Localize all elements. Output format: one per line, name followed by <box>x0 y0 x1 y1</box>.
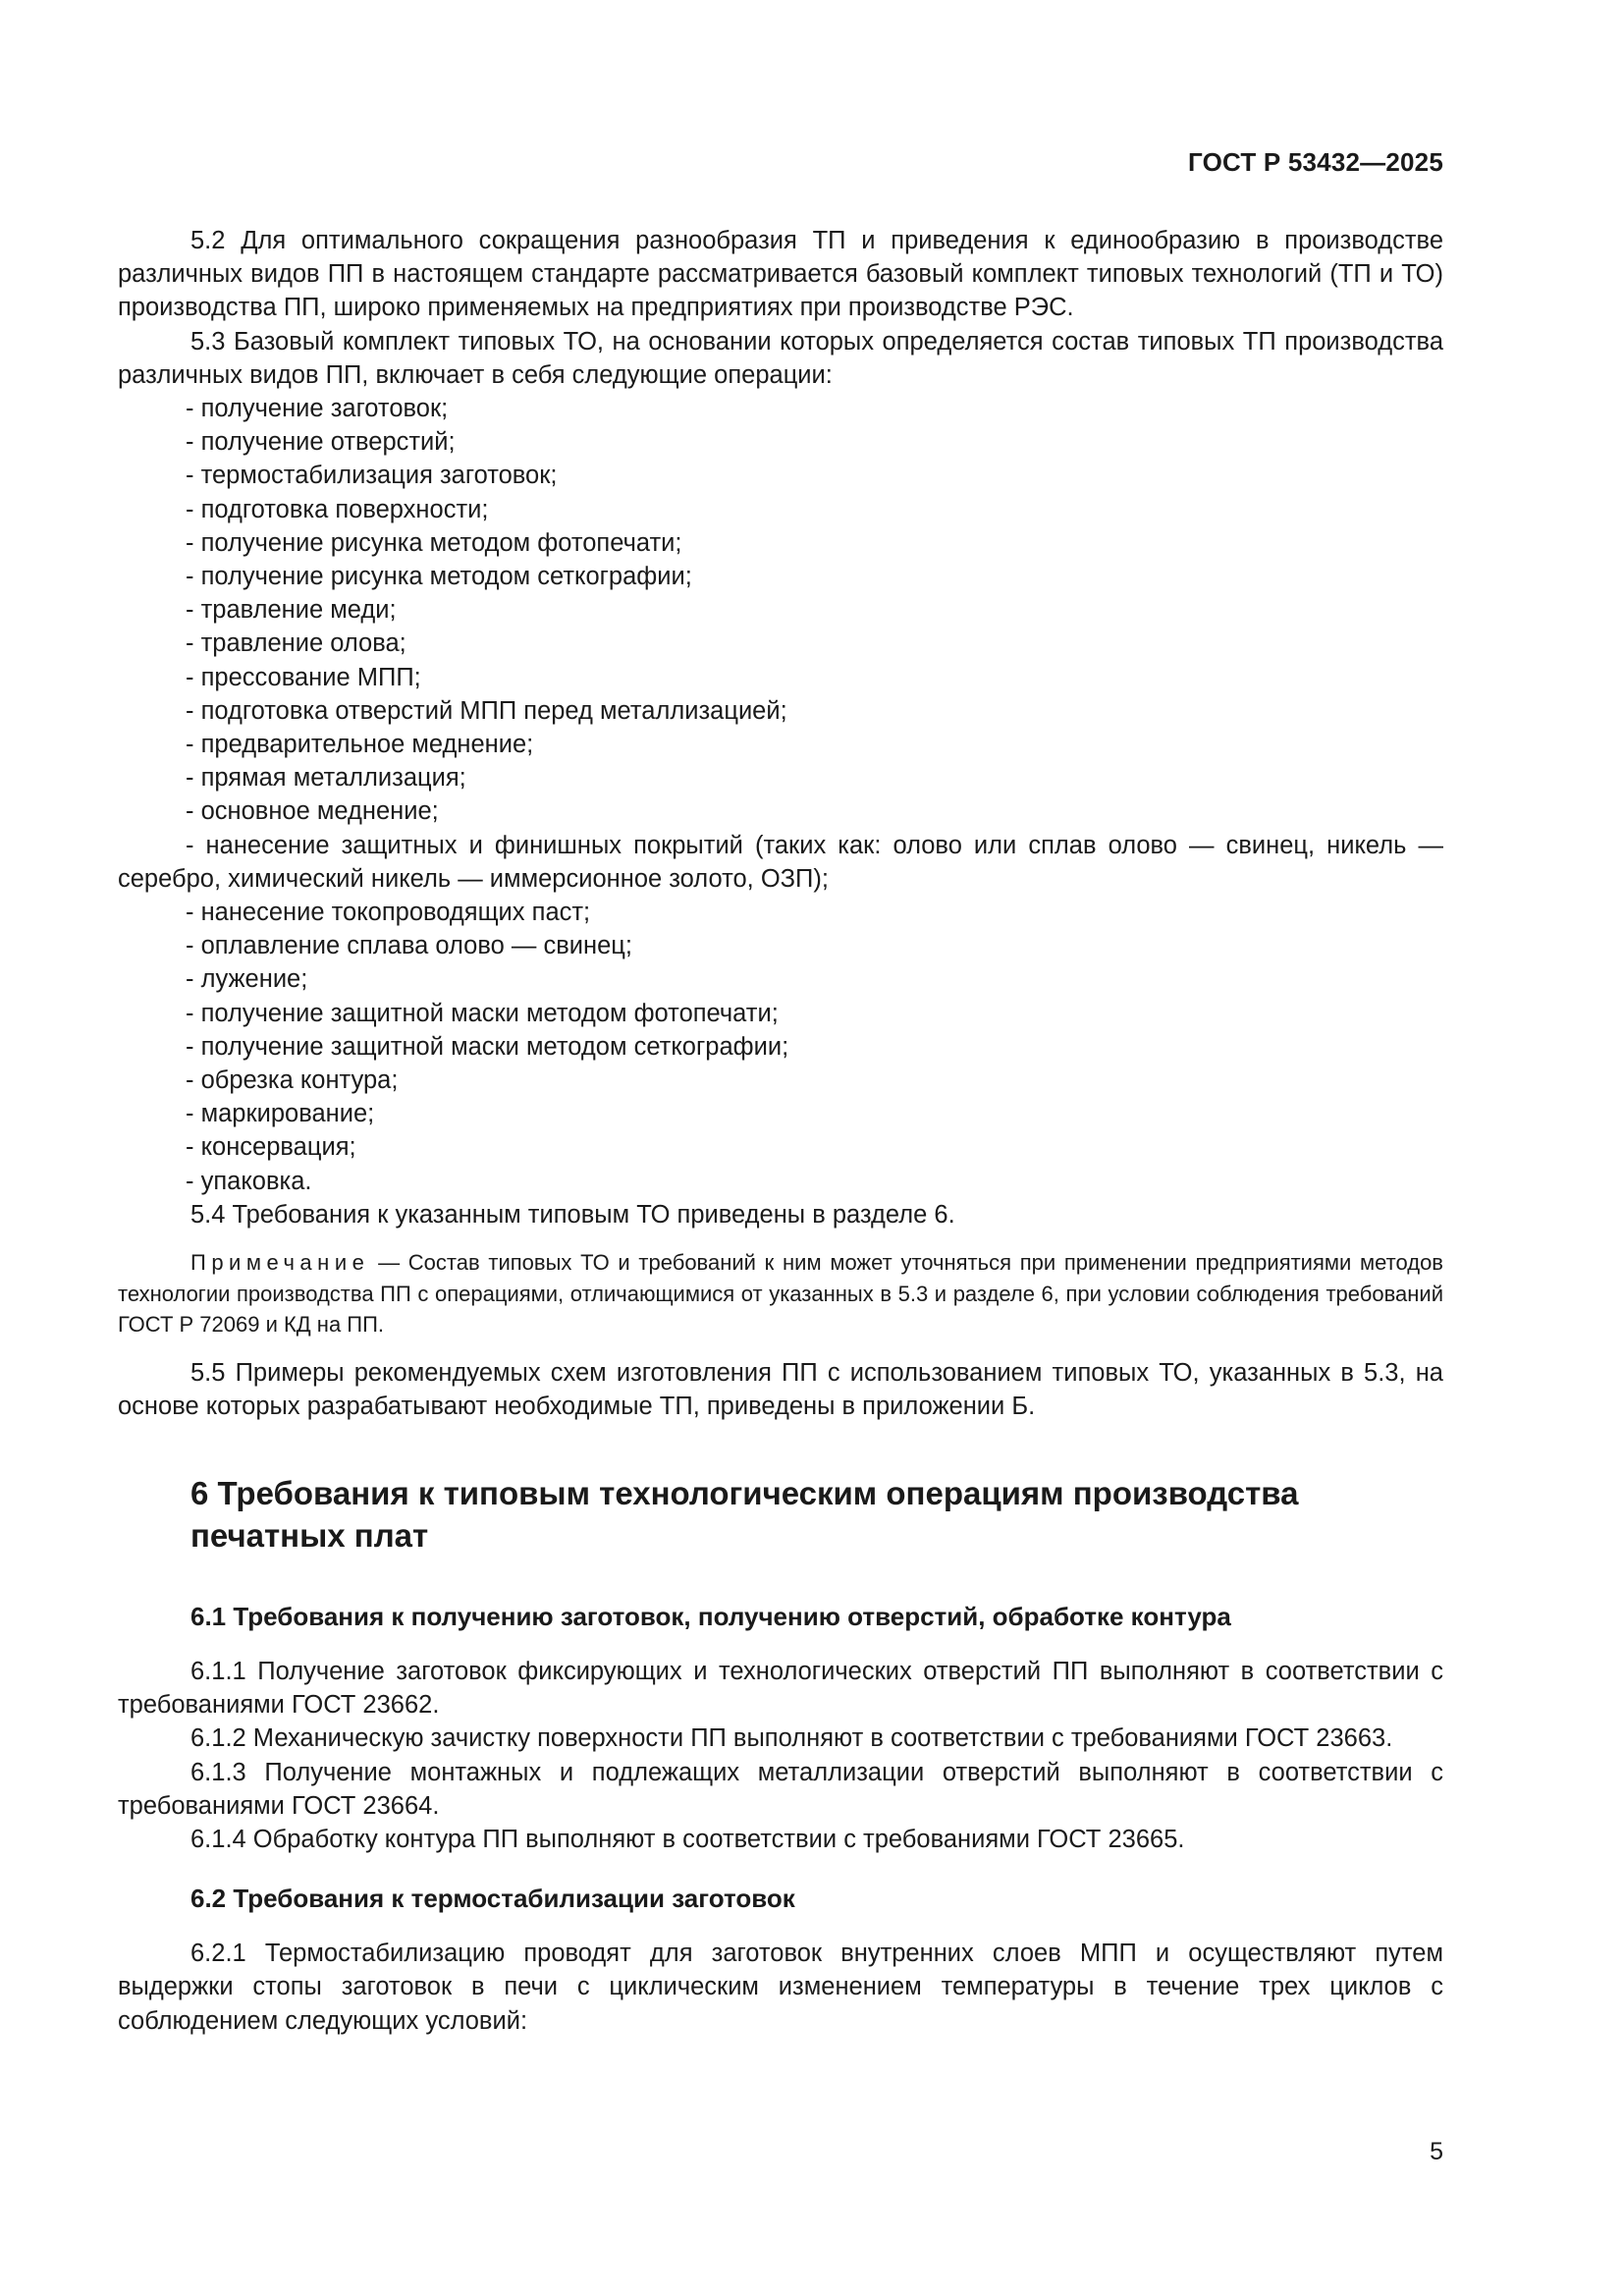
paragraph-6-2-1: 6.2.1 Термостабилизацию проводят для заготовок внутренних слоев МПП и осуществляют путем выдержки стопы заготовок в печи с циклическим изменением температуры в течение трех циклов с соблюдением следующих условий: <box>118 1940 1443 2035</box>
paragraph-6-1-2: 6.1.2 Механическую зачистку поверхности ПП выполняют в соответствии с требованиями ГОСТ 23663. <box>190 1724 1393 1753</box>
list-item: - получение заготовок; <box>186 395 449 423</box>
list-item: - упаковка. <box>186 1167 312 1195</box>
list-item: - обрезка контура; <box>186 1066 399 1095</box>
list-item: - получение рисунка методом фотопечати; <box>186 528 682 557</box>
list-item: - получение рисунка методом сеткографии; <box>186 563 692 591</box>
paragraph-5-5: 5.5 Примеры рекомендуемых схем изготовления ПП с использованием типовых ТО, указанных в 5.3, на основе которых разрабатывают необходимые ТП, приведены в приложении Б. <box>118 1358 1443 1420</box>
list-item: - лужение; <box>186 965 308 994</box>
subsection-6-2-body <box>118 1937 1443 2038</box>
list-item: - получение защитной маски методом сеткографии; <box>186 1032 789 1061</box>
subsection-6-1-heading: 6.1 Требования к получению заготовок, получению отверстий, обработке контура <box>190 1602 1231 1631</box>
paragraph-5-2: 5.2 Для оптимального сокращения разнообразия ТП и приведения к единообразию в производстве различных видов ПП в настоящем стандарте рассматривается базовый комплект типовых технологий (ТП и ТО) производства ПП, широко применяемых на предприятиях при производстве РЭС. <box>118 227 1443 322</box>
note-label: Примечание <box>190 1250 370 1276</box>
page-number: 5 <box>1430 2138 1443 2165</box>
section-6-heading-line: печатных плат <box>190 1517 429 1554</box>
paragraph-6-1-3: 6.1.3 Получение монтажных и подлежащих металлизации отверстий выполняют в соответствии с требованиями ГОСТ 23664. <box>118 1758 1443 1820</box>
list-item: - термостабилизация заготовок; <box>186 462 558 490</box>
subsection-6-2-heading: 6.2 Требования к термостабилизации заготовок <box>190 1884 795 1914</box>
list-item: - нанесение защитных и финишных покрытий (таких как: олово или сплав олово — свинец, никель — серебро, химический никель — иммерсионное золото, ОЗП); <box>118 831 1443 893</box>
section-6-heading <box>118 1472 1443 1557</box>
list-item: - получение защитной маски методом фотопечати; <box>186 999 779 1027</box>
list-item: - травление олова; <box>186 629 406 658</box>
list-item: - подготовка поверхности; <box>186 495 489 523</box>
list-item: - оплавление сплава олово — свинец; <box>186 932 632 960</box>
document-body <box>118 224 1443 2038</box>
list-item: - консервация; <box>186 1133 356 1162</box>
document-id: ГОСТ Р 53432—2025 <box>1188 147 1443 177</box>
list-item: - получение отверстий; <box>186 428 456 457</box>
paragraph-5-3: 5.3 Базовый комплект типовых ТО, на основании которых определяется состав типовых ТП производства различных видов ПП, включает в себя следующие операции: <box>118 327 1443 389</box>
list-item: - маркирование; <box>186 1100 375 1128</box>
paragraph-5-4: 5.4 Требования к указанным типовым ТО приведены в разделе 6. <box>190 1200 955 1229</box>
subsection-6-1-body <box>118 1655 1443 1856</box>
list-item: - прессование МПП; <box>186 663 421 691</box>
note-text: — Состав типовых ТО и требований к ним может уточняться при применении предприятиями методов технологии производства ПП с операциями, отличающимися от указанных в 5.3 и разделе 6, при условии соблюдения требований ГОСТ Р 72069 и КД на ПП. <box>118 1250 1443 1338</box>
list-item: - предварительное меднение; <box>186 731 534 759</box>
note <box>118 1247 1443 1340</box>
paragraph-6-1-1: 6.1.1 Получение заготовок фиксирующих и технологических отверстий ПП выполняют в соответствии с требованиями ГОСТ 23662. <box>118 1658 1443 1720</box>
list-item: - подготовка отверстий МПП перед металлизацией; <box>186 696 787 725</box>
section-6-heading-line: 6 Требования к типовым технологическим операциям производства <box>190 1475 1299 1511</box>
list-item: - прямая металлизация; <box>186 764 466 793</box>
operations-list <box>118 392 1443 1198</box>
list-item: - нанесение токопроводящих паст; <box>186 899 591 927</box>
paragraph-6-1-4: 6.1.4 Обработку контура ПП выполняют в соответствии с требованиями ГОСТ 23665. <box>190 1826 1185 1854</box>
list-item: - травление меди; <box>186 596 397 625</box>
list-item: - основное меднение; <box>186 797 439 826</box>
